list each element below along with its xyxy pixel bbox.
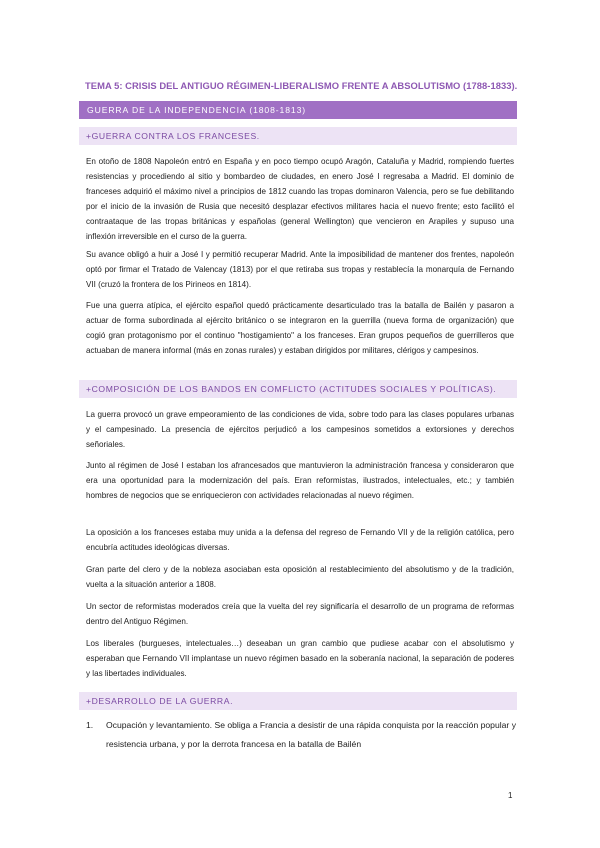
- subheading-guerra-contra-franceses: +GUERRA CONTRA LOS FRANCESES.: [79, 127, 517, 145]
- paragraph-6: La oposición a los franceses estaba muy unida a la defensa del regreso de Fernando VII y de la religión católica, pero encubría actitudes ideológicas diversas.: [86, 528, 514, 552]
- subheading-desarrollo-guerra: +DESARROLLO DE LA GUERRA.: [79, 692, 517, 710]
- document-title: TEMA 5: CRISIS DEL ANTIGUO RÉGIMEN-LIBERALISMO FRENTE A ABSOLUTISMO (1788-1833).: [85, 80, 518, 91]
- paragraph-9: Los liberales (burgueses, intelectuales…) deseaban un gran cambio que pudiese acabar con el absolutismo y esperaban que Fernando VII implantase un nuevo régimen basado en la soberanía nacional, la separación de poderes y las libertades individuales.: [86, 639, 514, 678]
- paragraph-5: Junto al régimen de José I estaban los afrancesados que mantuvieron la administración francesa y consideraron que era una oportunidad para la modernización del país. Eran reformistas, ilustrados, intelectuales, etc.; y también hombres de negocios que se enriquecieron con actividades relacionadas al nuevo régimen.: [86, 461, 514, 500]
- list-item: [86, 716, 516, 753]
- paragraph-7: Gran parte del clero y de la nobleza asociaban esta oposición al restablecimiento del absolutismo y de la tradición, vuelta a la situación anterior a 1808.: [86, 565, 514, 589]
- subheading-composicion-bandos: +COMPOSICIÓN DE LOS BANDOS EN COMFLICTO (ACTITUDES SOCIALES Y POLÍTICAS).: [79, 380, 517, 398]
- paragraph-8: Un sector de reformistas moderados creía que la vuelta del rey significaría el desarrollo de un programa de reformas dentro del Antiguo Régimen.: [86, 602, 514, 626]
- paragraph-3: Fue una guerra atípica, el ejército español quedó prácticamente desarticulado tras la batalla de Bailén y pasaron a actuar de forma subordinada al ejército británico o se integraron en la guerrilla (nueva forma de organización) que cogió gran protagonismo por el continuo "hostigamiento" a los franceses. Eran grupos pequeños de guerrilleros que actuaban de manera informal (más en zonas rurales) y estaban dirigidos por militares, clérigos y campesinos.: [86, 301, 514, 355]
- list-item-number: 1.: [86, 720, 94, 730]
- paragraph-4: La guerra provocó un grave empeoramiento de las condiciones de vida, sobre todo para las clases populares urbanas y el campesinado. La presencia de ejércitos perjudicó a los campesinos sometidos a extorsiones y derechos señoriales.: [86, 410, 514, 449]
- paragraph-2: Su avance obligó a huir a José I y permitió recuperar Madrid. Ante la imposibilidad de mantener dos frentes, napoleón optó por firmar el Tratado de Valencay (1813) por el que retiraba sus tropas y restablecía la monarquía de Fernando VII (cruzó la frontera de los Pirineos en 1814).: [86, 250, 514, 289]
- section-heading: GUERRA DE LA INDEPENDENCIA (1808-1813): [79, 101, 517, 119]
- paragraph-1: En otoño de 1808 Napoleón entró en España y en poco tiempo ocupó Aragón, Cataluña y Madrid, rompiendo fuertes resistencias y procediendo al sitio y bombardeo de ciudades, en enero José I regresaba a Madrid. El dominio de franceses adquirió el máximo nivel a principios de 1812 cuando las tropas dominaron Valencia, pero se fue debilitando por el inicio de la invasión de Rusia que necesitó desplazar efectivos militares hacia el nuevo frente; esto facilitó el contraataque de las tropas británicas y españolas (general Wellington) que vencieron en Arapiles y supuso una inflexión irreversible en el curso de la guerra.: [86, 157, 514, 241]
- list-item-text: Ocupación y levantamiento. Se obliga a Francia a desistir de una rápida conquista por la reacción popular y resistencia urbana, y por la derrota francesa en la batalla de Bailén: [106, 720, 516, 749]
- page-number: 1: [508, 791, 513, 800]
